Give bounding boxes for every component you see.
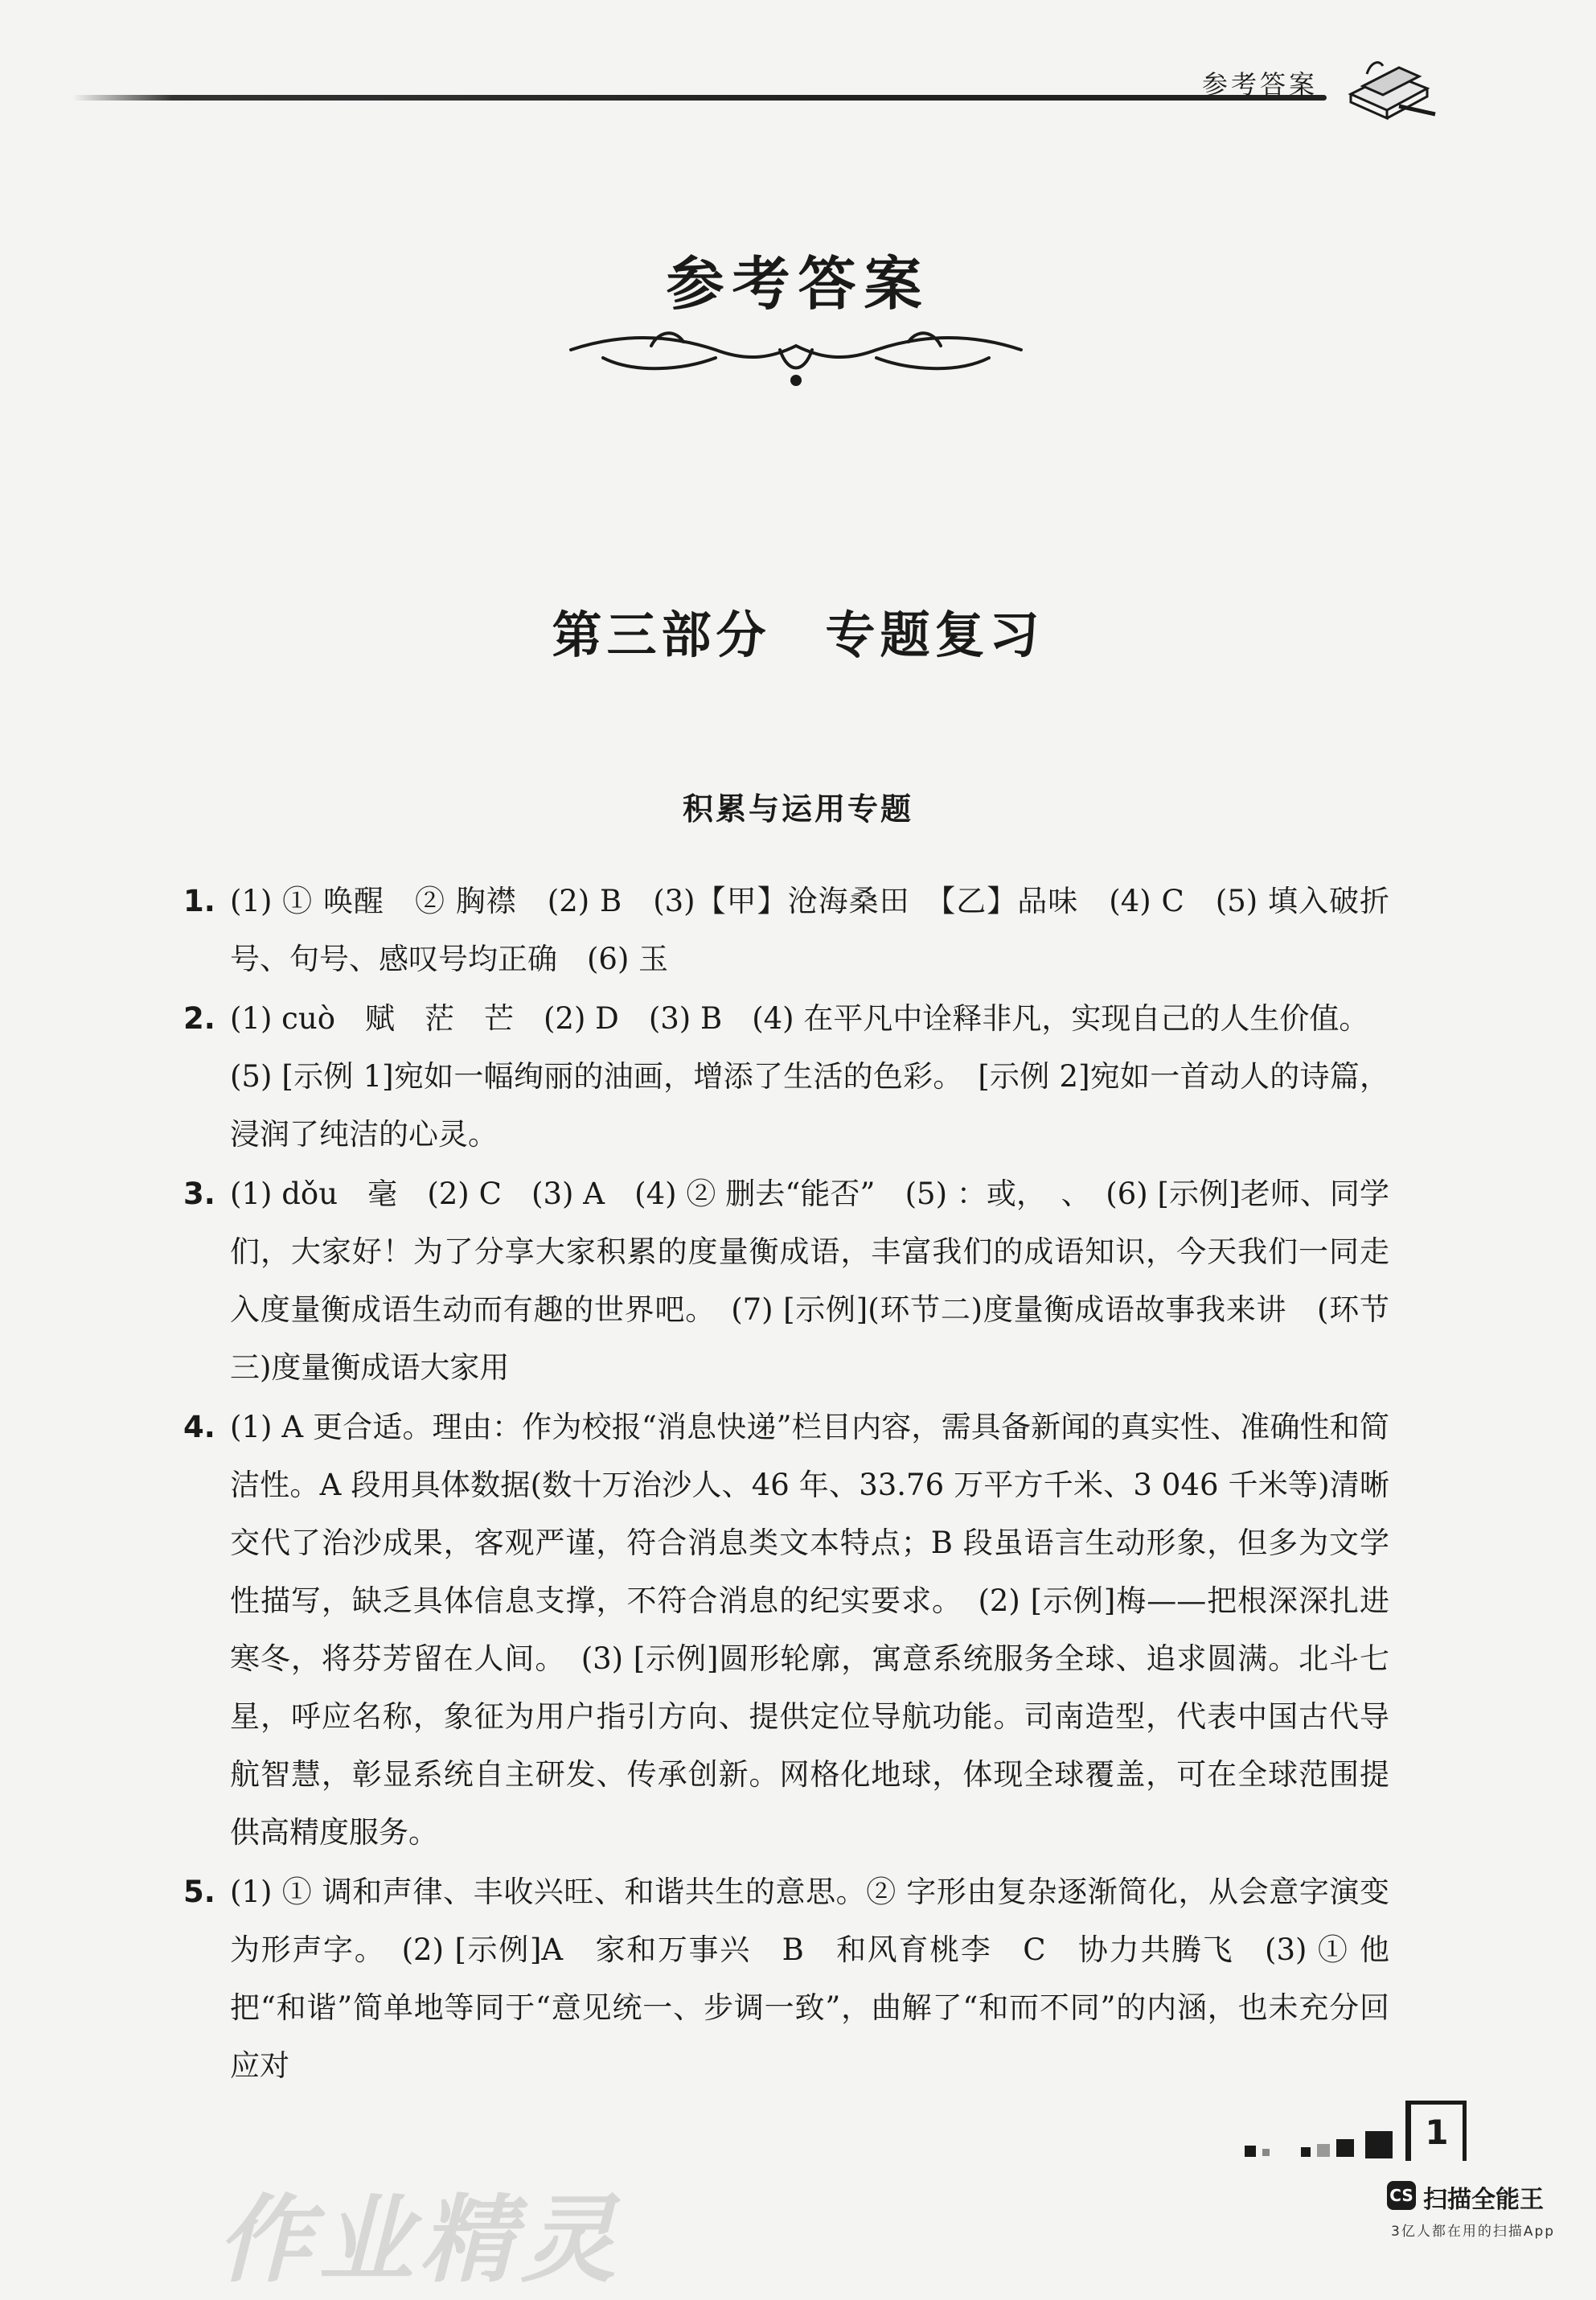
- part-title: 第三部分 专题复习: [552, 606, 1044, 664]
- flourish-ornament-icon: [555, 326, 1037, 390]
- answer-item: [183, 1398, 1389, 1862]
- decorative-squares-icon: [1245, 2115, 1422, 2171]
- answer-item: [183, 1863, 1389, 2095]
- answer-text: (1) A 更合适。理由：作为校报“消息快递”栏目内容，需具备新闻的真实性、准确性和简洁性。A 段用具体数据(数十万治沙人、46 年、33.76 万平方千米、3 046 千米等)清晰交代了治沙成果，客观严谨，符合消息类文本特点；B 段虽语言生动形象，但多为文学性描写，缺乏具体信息支撑，不符合消息的纪实要求。 (2) [示例]梅——把根深深扎进寒冬，将芬芳留在人间。 (3) [示例]圆形轮廓，寓意系统服务全球、追求圆满。北斗七星，呼应名称，象征为用户指引方向、提供定位导航功能。司南造型，代表中国古代导航智慧，彰显系统自主研发、传承创新。网格化地球，体现全球覆盖，可在全球范围提供高精度服务。: [230, 1410, 1389, 1850]
- scanner-name: 扫描全能王: [1423, 2186, 1544, 2214]
- answer-number: 1.: [183, 884, 215, 918]
- main-title: 参考答案: [666, 250, 930, 318]
- watermark: 作业精灵: [217, 2184, 623, 2295]
- answer-number: 3.: [183, 1177, 215, 1211]
- answer-text: (1) ① 调和声律、丰收兴旺、和谐共生的意思。② 字形由复杂逐渐简化，从会意字演变为形声字。 (2) [示例]A 家和万事兴 B 和风育桃李 C 协力共腾飞 (3) ① 他把“和谐”简单地等同于“意见统一、步调一致”，曲解了“和而不同”的内涵，也未充分回应对: [230, 1875, 1389, 2083]
- section-title: 积累与运用专题: [682, 791, 913, 827]
- scanner-logo-icon: CS: [1387, 2181, 1416, 2210]
- answer-text: (5) [示例 1]宛如一幅绚丽的油画，增添了生活的色彩。 [示例 2]宛如一首动人的诗篇，浸润了纯洁的心灵。: [230, 1059, 1389, 1152]
- answer-number: 5.: [183, 1875, 215, 1909]
- answer-number: 2.: [183, 1001, 215, 1036]
- answer-item: [183, 1165, 1389, 1397]
- header-rule: [72, 95, 1327, 101]
- scanner-tagline: 3亿人都在用的扫描App: [1391, 2224, 1556, 2240]
- answer-text: (1) ① 唤醒 ② 胸襟 (2) B (3)【甲】沧海桑田 【乙】品味 (4) C (5) 填入破折号、句号、感叹号均正确 (6) 玉: [230, 884, 1389, 976]
- answer-item: [183, 873, 1389, 988]
- answer-item: [183, 990, 1389, 1164]
- answer-number: 4.: [183, 1410, 215, 1444]
- answer-text: (1) dǒu 毫 (2) C (3) A (4) ② 删去“能否” (5) ：或， 、 (6) [示例]老师、同学们，大家好！为了分享大家积累的度量衡成语，丰富我们的成语知识，今天我们一同走入度量衡成语生动而有趣的世界吧。 (7) [示例](环节二)度量衡成语故事我来讲 (环节三)度量衡成语大家用: [230, 1177, 1389, 1385]
- header-label: 参考答案: [1202, 69, 1319, 100]
- books-pen-icon: [1343, 50, 1439, 122]
- answer-list: [183, 873, 1389, 2097]
- answer-text: (1) cuò 赋 茫 芒 (2) D (3) B (4) 在平凡中诠释非凡，实现自己的人生价值。: [230, 1001, 1369, 1036]
- page-number: 1: [1405, 2101, 1467, 2161]
